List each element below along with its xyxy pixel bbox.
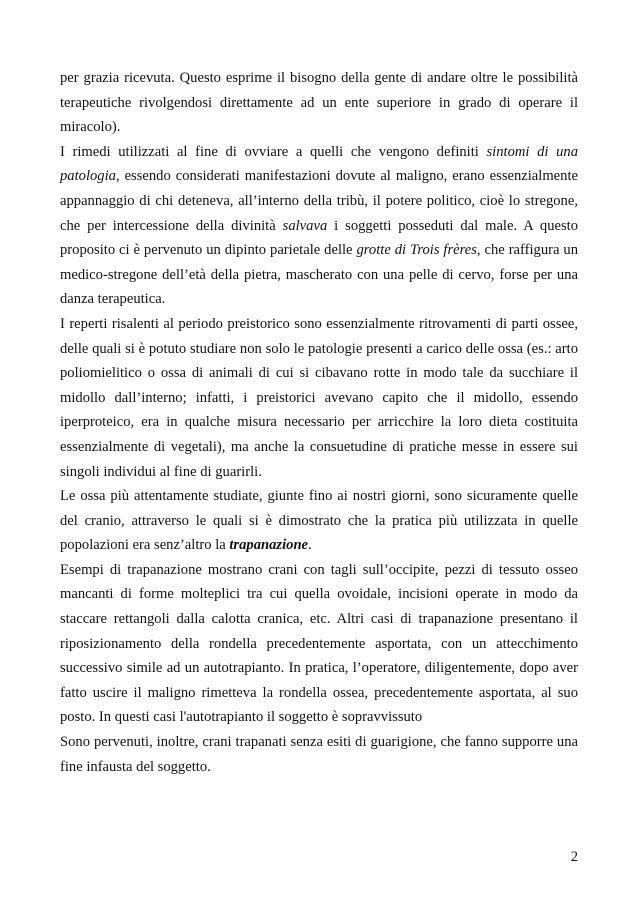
paragraph-2-italic-grotte: grotte di Trois frères, [356, 242, 481, 259]
paragraph-2-text-b: , essendo considerati manifestazioni dovute al maligno, erano essenzialmente appannaggio di chi deteneva, all’interno della tribù, il potere politico, cioè lo stregone, che per intercessione della divinità [60, 168, 578, 234]
paragraph-6 [60, 730, 578, 779]
paragraph-5 [60, 558, 578, 730]
paragraph-4-text-b: . [308, 537, 312, 554]
paragraph-4-bold-trapanazione: trapanazione [229, 537, 309, 554]
paragraph-1-text: per grazia ricevuta. Questo esprime il bisogno della gente di andare oltre le possibilità terapeutiche rivolgendosi direttamente ad un ente superiore in grado di operare il miracolo). [60, 70, 578, 136]
paragraph-3-text: I reperti risalenti al periodo preistorico sono essenzialmente ritrovamenti di parti ossee, delle quali si è potuto studiare non solo le patologie presenti a carico delle ossa (es.: arto poliomielitico o ossa di animali di cui si cibavano rotte in modo tale da succhiare il midollo dall’interno; infatti, i preistorici avevano capito che il midollo, essendo iperproteico, era in qualche misura necessario per arricchire la loro dieta costituita essenzialmente di vegetali), ma anche la consuetudine di pratiche messe in essere sui singoli individui al fine di guarirli. [60, 315, 578, 480]
paragraph-4-text-a: Le ossa più attentamente studiate, giunte fino ai nostri giorni, sono sicuramente quelle del cranio, attraverso le quali si è dimostrato che la pratica più utilizzata in quelle popolazioni era senz’altro la [60, 488, 578, 554]
paragraph-2-text-c: i soggetti posseduti dal male. A questo proposito ci è pervenuto un dipinto parietale delle [60, 217, 578, 259]
paragraph-2 [60, 140, 578, 312]
paragraph-3 [60, 312, 578, 484]
paragraph-2-italic-sintomi: sintomi di una patologia [60, 143, 578, 185]
paragraph-5-text: Esempi di trapanazione mostrano crani con tagli sull’occipite, pezzi di tessuto osseo mancanti di forme molteplici tra cui quella ovoidale, incisioni operate in modo da staccare rettangoli dalla calotta cranica, etc. Altri casi di trapanazione presentano il riposizionamento della rondella precedentemente asportata, con un attecchimento successivo simile ad un autotrapianto. In pratica, l’operatore, diligentemente, dopo aver fatto uscire il maligno rimetteva la rondella ossea, precedentemente asportata, al suo posto. In questi casi l'autotrapianto il soggetto è sopravvissuto [60, 561, 578, 726]
page-number: 2 [570, 849, 578, 865]
paragraph-6-text: Sono pervenuti, inoltre, crani trapanati senza esiti di guarigione, che fanno supporre una fine infausta del soggetto. [60, 734, 578, 775]
paragraph-1 [60, 66, 578, 140]
paragraph-2-text-d: che raffigura un medico-stregone dell’età della pietra, mascherato con una pelle di cervo, forse per una danza terapeutica. [60, 242, 578, 308]
paragraph-4 [60, 484, 578, 558]
paragraph-2-text-a: I rimedi utilizzati al fine di ovviare a quelli che vengono definiti [60, 143, 487, 160]
body-text [60, 66, 578, 779]
paragraph-2-italic-salvava: salvava [282, 217, 328, 234]
